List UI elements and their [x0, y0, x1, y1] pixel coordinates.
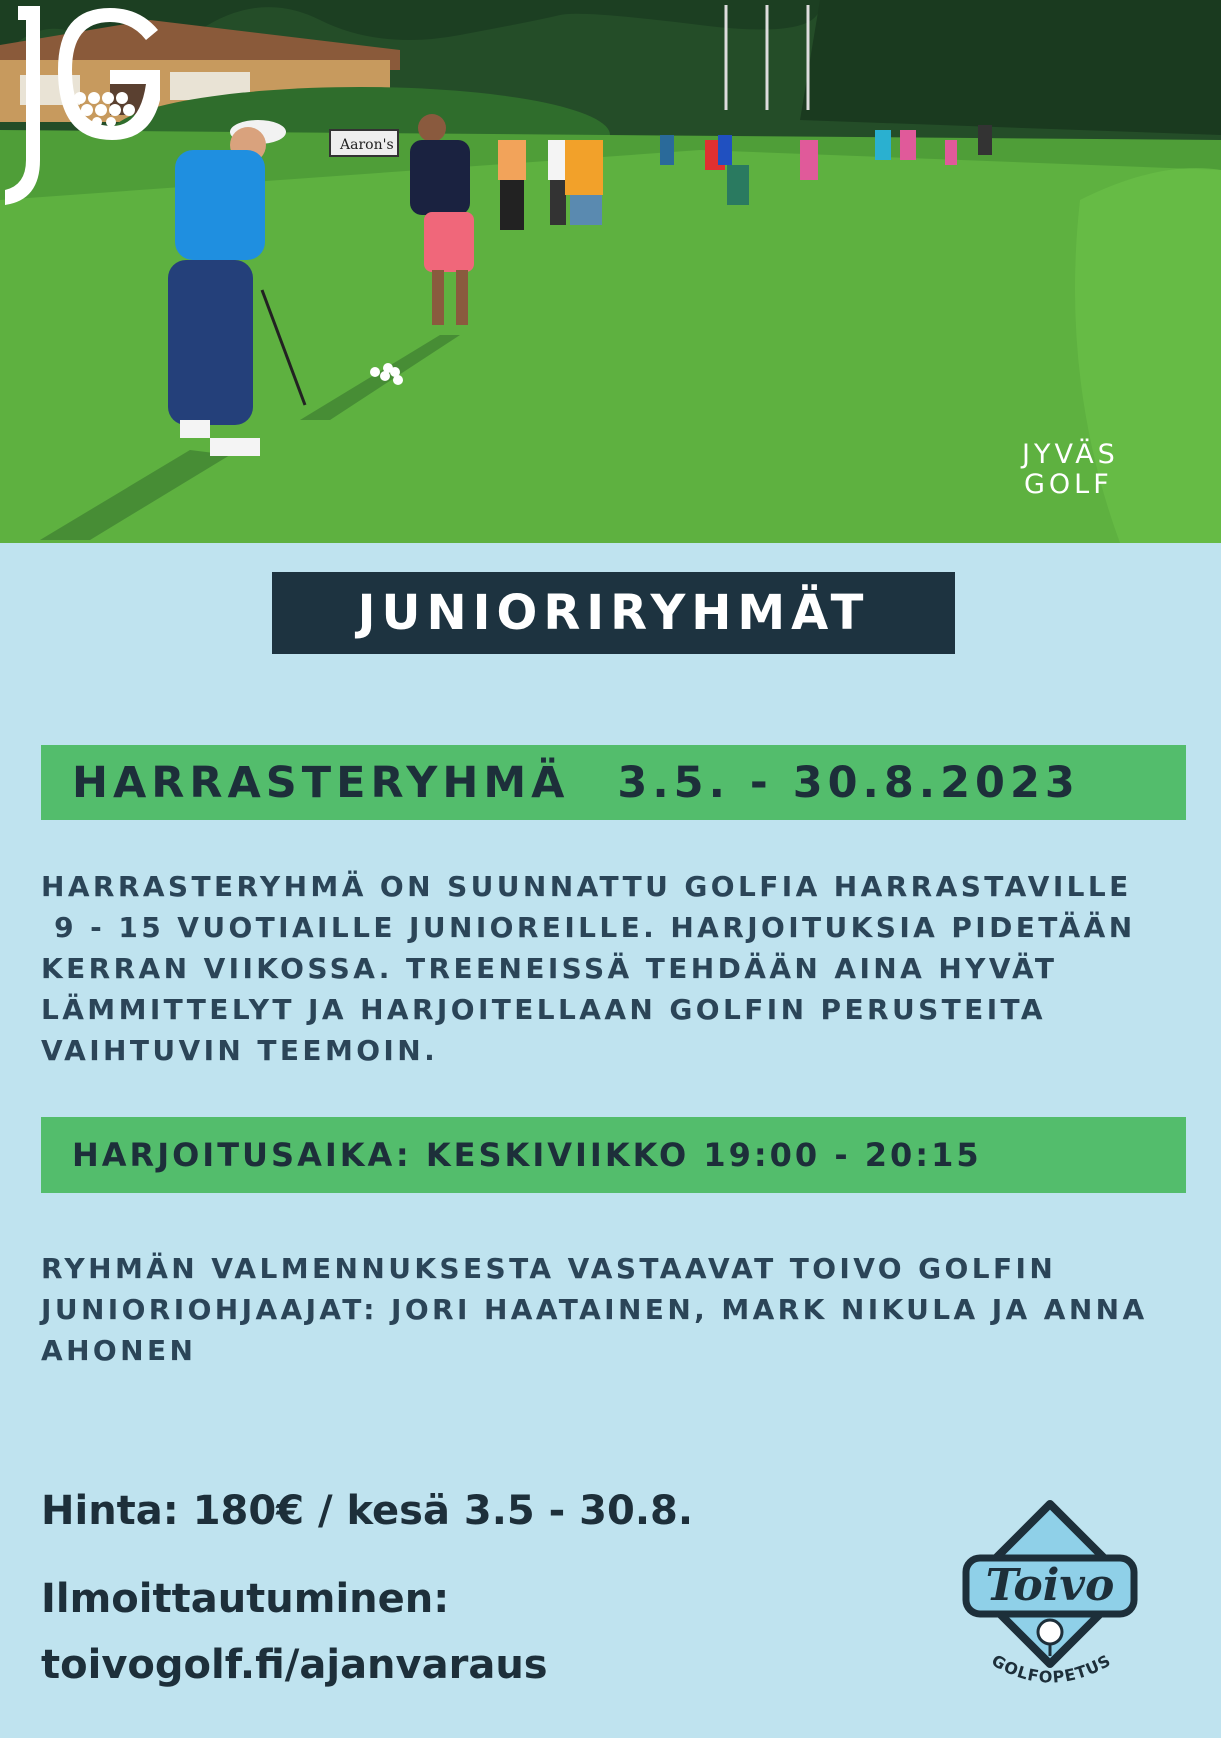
- logo-line-jyvas: JYVÄS: [1022, 439, 1119, 470]
- toivo-name: Toivo: [985, 1560, 1115, 1611]
- jyvas-golf-wordmark: [1022, 440, 1132, 500]
- jyvas-golf-logo: [0, 0, 180, 220]
- description-line: 9 - 15 VUOTIAILLE JUNIOREILLE. HARJOITUKSIA PIDETÄÄN: [41, 911, 1136, 944]
- svg-text:Aaron's: Aaron's: [340, 137, 394, 153]
- registration-label: Ilmoittautuminen:: [41, 1576, 450, 1622]
- description-line: VAIHTUVIN TEEMOIN.: [41, 1034, 439, 1067]
- page-title: JUNIORIRYHMÄT: [357, 585, 870, 641]
- description-line: HARRASTERYHMÄ ON SUUNNATTU GOLFIA HARRASTAVILLE: [41, 870, 1132, 903]
- page-title-box: [272, 572, 955, 654]
- coaches-info: [41, 1248, 1191, 1371]
- group-dates: 3.5. - 30.8.2023: [617, 757, 1080, 808]
- price-text: Hinta: 180€ / kesä 3.5 - 30.8.: [41, 1488, 694, 1534]
- coaches-line: JUNIORIOHJAAJAT: JORI HAATAINEN, MARK NIKULA JA ANNA: [41, 1293, 1148, 1326]
- group-description: [41, 866, 1191, 1071]
- toivo-tagline: GOLFOPETUS: [988, 1650, 1115, 1687]
- description-line: LÄMMITTELYT JA HARJOITELLAAN GOLFIN PERUSTEITA: [41, 993, 1046, 1026]
- header-photo: [0, 0, 1221, 543]
- registration-link[interactable]: toivogolf.fi/ajanvaraus: [41, 1642, 548, 1688]
- group-heading-bar: [41, 745, 1186, 820]
- coaches-line: RYHMÄN VALMENNUKSESTA VASTAAVAT TOIVO GOLFIN: [41, 1252, 1057, 1285]
- group-name: HARRASTERYHMÄ: [72, 757, 570, 808]
- toivo-golfopetus-logo: [960, 1500, 1140, 1700]
- description-line: KERRAN VIIKOSSA. TREENEISSÄ TEHDÄÄN AINA HYVÄT: [41, 952, 1058, 985]
- training-time-bar: [41, 1117, 1186, 1193]
- training-time: HARJOITUSAIKA: KESKIVIIKKO 19:00 - 20:15: [72, 1136, 982, 1174]
- coaches-line: AHONEN: [41, 1334, 197, 1367]
- logo-line-golf: GOLF: [1024, 469, 1113, 500]
